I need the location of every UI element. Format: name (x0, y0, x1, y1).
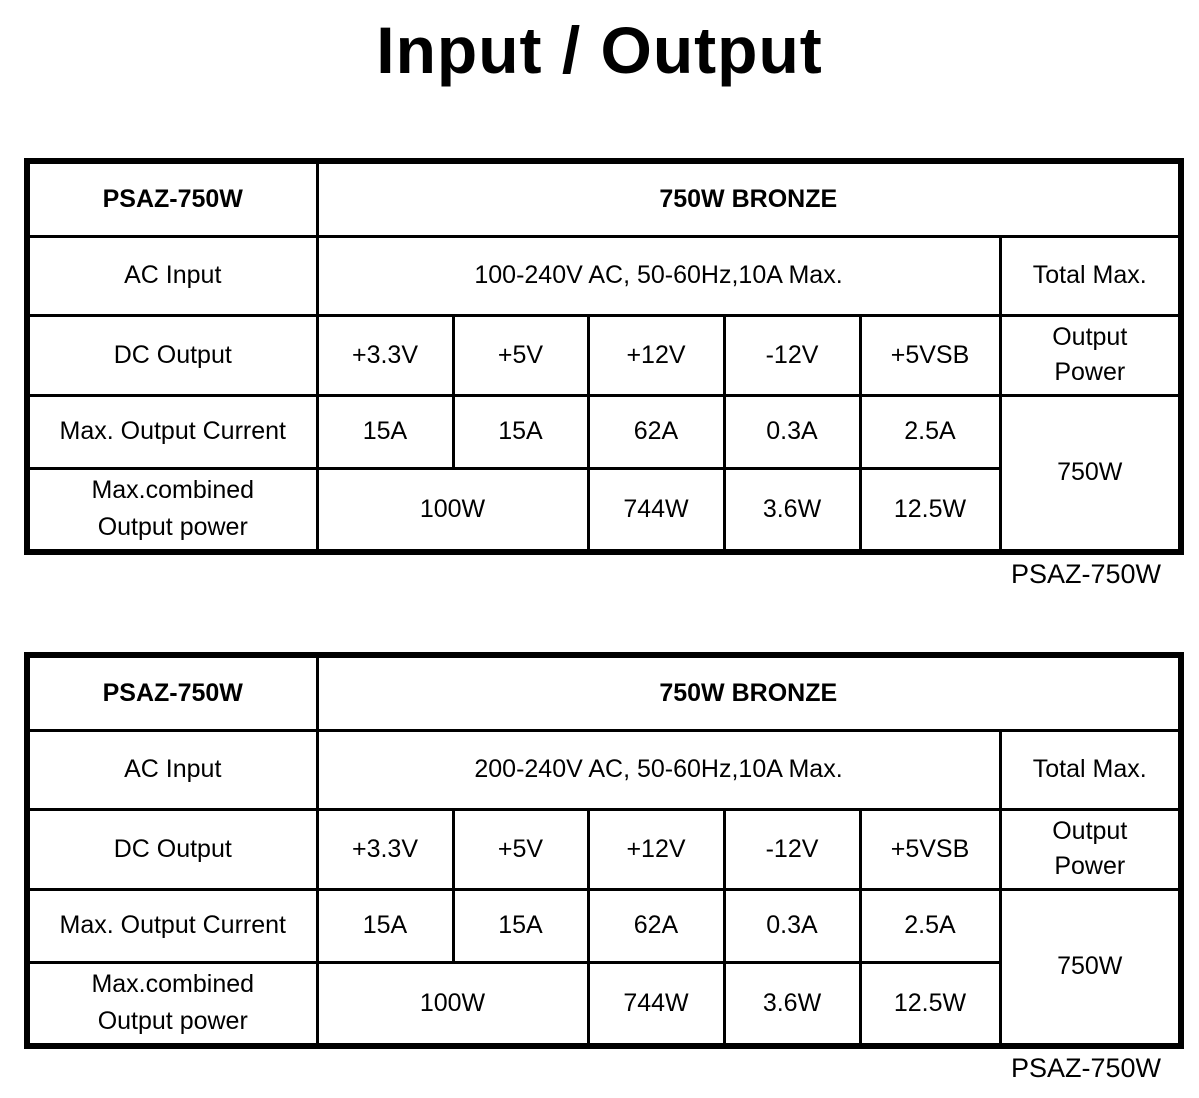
max-current-3v3: 15A (317, 395, 453, 468)
rail-12v: +12V (588, 315, 724, 395)
table-row (27, 889, 1181, 962)
rail-3v3: +3.3V (317, 315, 453, 395)
output-power-label-text: Output Power (1052, 323, 1128, 386)
max-combined-label-line1: Max.combined (91, 476, 255, 505)
total-output-power-cell: 750W (1000, 395, 1181, 552)
combined-power-3v3-5v: 100W (317, 962, 588, 1046)
table-row (27, 315, 1181, 395)
ac-input-value: 200-240V AC, 50-60Hz,10A Max. (317, 730, 1000, 809)
rail-3v3: +3.3V (317, 809, 453, 889)
max-combined-label-line2: Output power (97, 1007, 248, 1036)
max-current-neg12v: 0.3A (724, 889, 860, 962)
combined-power-neg12v: 3.6W (724, 468, 860, 552)
total-max-label: Total Max. (1000, 236, 1181, 315)
combined-power-12v: 744W (588, 962, 724, 1046)
max-combined-label-line2: Output power (97, 513, 248, 542)
total-output-power-cell: 750W (1000, 889, 1181, 1046)
dc-output-label: DC Output (27, 809, 317, 889)
max-current-5v: 15A (453, 889, 588, 962)
ac-input-label: AC Input (27, 236, 317, 315)
table-caption-model: PSAZ-750W (1010, 1053, 1161, 1083)
max-combined-label (27, 468, 317, 552)
ac-input-label: AC Input (27, 730, 317, 809)
total-max-label: Total Max. (1000, 730, 1181, 809)
rail-neg12v: -12V (724, 315, 860, 395)
table-caption-model: PSAZ-750W (1010, 559, 1161, 589)
psu-spec-table-100-240v (24, 158, 1184, 555)
combined-power-3v3-5v: 100W (317, 468, 588, 552)
page-title: Input / Output (376, 13, 823, 87)
max-current-5v: 15A (453, 395, 588, 468)
max-current-5vsb: 2.5A (860, 889, 1000, 962)
grade-cell: 750W BRONZE (317, 161, 1181, 236)
table-row (27, 730, 1181, 809)
table-row (27, 161, 1181, 236)
table-row (27, 655, 1181, 730)
combined-power-5vsb: 12.5W (860, 468, 1000, 552)
output-power-label-text: Output Power (1052, 817, 1128, 880)
psu-spec-table-200-240v (24, 652, 1184, 1049)
output-power-label (1000, 315, 1181, 395)
rail-5v: +5V (453, 315, 588, 395)
combined-power-5vsb: 12.5W (860, 962, 1000, 1046)
grade-cell: 750W BRONZE (317, 655, 1181, 730)
rail-neg12v: -12V (724, 809, 860, 889)
rail-5vsb: +5VSB (860, 315, 1000, 395)
rail-5vsb: +5VSB (860, 809, 1000, 889)
combined-power-neg12v: 3.6W (724, 962, 860, 1046)
rail-5v: +5V (453, 809, 588, 889)
model-cell: PSAZ-750W (27, 655, 317, 730)
max-current-label: Max. Output Current (27, 395, 317, 468)
combined-power-12v: 744W (588, 468, 724, 552)
table-row (27, 809, 1181, 889)
max-combined-label (27, 962, 317, 1046)
max-combined-label-line1: Max.combined (91, 970, 255, 999)
table-row (27, 236, 1181, 315)
output-power-label (1000, 809, 1181, 889)
max-current-neg12v: 0.3A (724, 395, 860, 468)
max-current-12v: 62A (588, 889, 724, 962)
max-current-3v3: 15A (317, 889, 453, 962)
table-row (27, 395, 1181, 468)
model-cell: PSAZ-750W (27, 161, 317, 236)
dc-output-label: DC Output (27, 315, 317, 395)
max-current-12v: 62A (588, 395, 724, 468)
rail-12v: +12V (588, 809, 724, 889)
max-current-label: Max. Output Current (27, 889, 317, 962)
ac-input-value: 100-240V AC, 50-60Hz,10A Max. (317, 236, 1000, 315)
max-current-5vsb: 2.5A (860, 395, 1000, 468)
